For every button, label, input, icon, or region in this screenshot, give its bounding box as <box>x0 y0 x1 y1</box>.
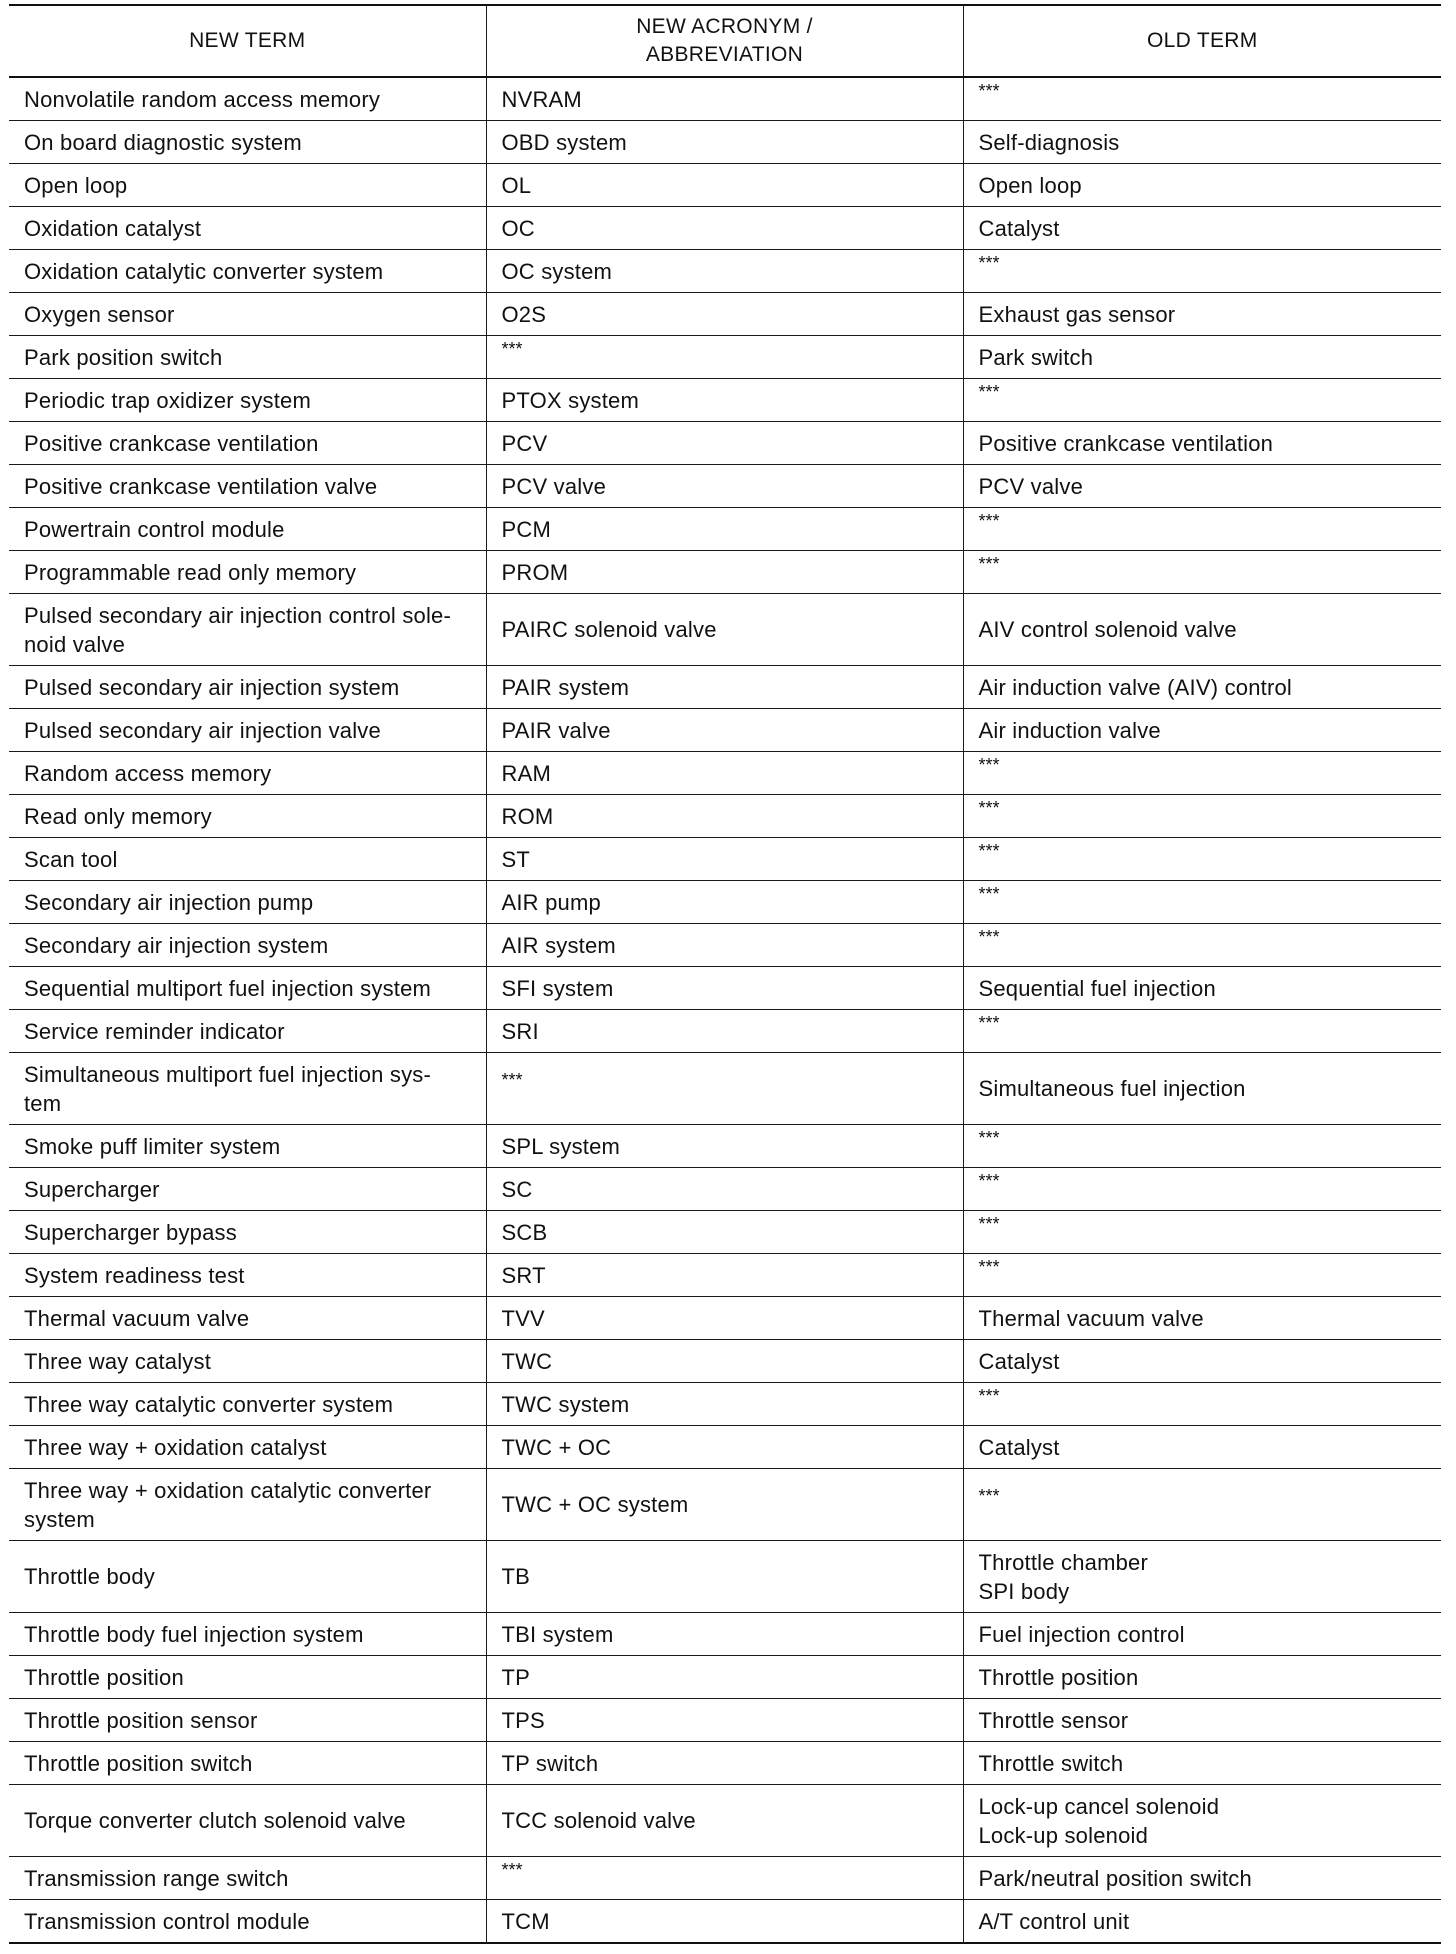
header-row <box>9 5 1441 77</box>
new-acronym-cell: SCB <box>486 1211 963 1254</box>
old-term-cell: AIV control solenoid valve <box>963 594 1441 666</box>
table-row <box>9 293 1441 336</box>
table-row <box>9 1383 1441 1426</box>
old-term-cell: Sequential fuel injection <box>963 967 1441 1010</box>
new-term-cell: Programmable read only memory <box>9 551 486 594</box>
not-applicable-mark: *** <box>978 80 1000 101</box>
new-acronym-cell: SFI system <box>486 967 963 1010</box>
table-row <box>9 752 1441 795</box>
new-acronym-cell: TWC + OC <box>486 1426 963 1469</box>
new-term-cell: Pulsed secondary air injection control sole- noid valve <box>9 594 486 666</box>
new-acronym-cell: PAIR valve <box>486 709 963 752</box>
old-term-cell: Throttle sensor <box>963 1699 1441 1742</box>
new-acronym-cell: OBD system <box>486 121 963 164</box>
new-acronym-cell: O2S <box>486 293 963 336</box>
new-acronym-cell: SC <box>486 1168 963 1211</box>
new-acronym-cell: PAIRC solenoid valve <box>486 594 963 666</box>
new-acronym-cell: AIR pump <box>486 881 963 924</box>
new-term-cell: Transmission range switch <box>9 1857 486 1900</box>
old-term-cell: Air induction valve <box>963 709 1441 752</box>
table-row <box>9 881 1441 924</box>
old-term-cell: Open loop <box>963 164 1441 207</box>
table-row <box>9 422 1441 465</box>
new-term-cell: Oxygen sensor <box>9 293 486 336</box>
not-applicable-mark: *** <box>978 883 1000 904</box>
table-row <box>9 164 1441 207</box>
table-row <box>9 1053 1441 1125</box>
table-row <box>9 838 1441 881</box>
old-term-cell <box>963 1125 1441 1168</box>
new-term-cell: Throttle body <box>9 1541 486 1613</box>
not-applicable-mark: *** <box>978 1385 1000 1406</box>
new-acronym-cell <box>486 1857 963 1900</box>
old-term-cell <box>963 77 1441 121</box>
new-term-cell: Three way + oxidation catalytic converter system <box>9 1469 486 1541</box>
not-applicable-mark: *** <box>501 1859 523 1880</box>
new-term-cell: Throttle position sensor <box>9 1699 486 1742</box>
new-term-cell: System readiness test <box>9 1254 486 1297</box>
old-term-cell <box>963 1010 1441 1053</box>
new-acronym-cell: OL <box>486 164 963 207</box>
old-term-cell <box>963 1211 1441 1254</box>
new-acronym-cell: OC system <box>486 250 963 293</box>
table-row <box>9 77 1441 121</box>
new-term-cell: Park position switch <box>9 336 486 379</box>
table-row <box>9 379 1441 422</box>
new-acronym-cell: PCV valve <box>486 465 963 508</box>
new-term-cell: Positive crankcase ventilation <box>9 422 486 465</box>
table-row <box>9 1297 1441 1340</box>
not-applicable-mark: *** <box>978 840 1000 861</box>
new-acronym-cell: AIR system <box>486 924 963 967</box>
old-term-cell: Catalyst <box>963 1340 1441 1383</box>
old-term-cell <box>963 752 1441 795</box>
not-applicable-mark: *** <box>978 1127 1000 1148</box>
new-acronym-cell: PTOX system <box>486 379 963 422</box>
new-term-cell: Transmission control module <box>9 1900 486 1944</box>
table-row <box>9 465 1441 508</box>
table-row <box>9 795 1441 838</box>
terminology-table <box>9 4 1441 1944</box>
old-term-cell <box>963 1383 1441 1426</box>
not-applicable-mark: *** <box>978 553 1000 574</box>
new-term-cell: Three way + oxidation catalyst <box>9 1426 486 1469</box>
table-row <box>9 967 1441 1010</box>
header-old-term: OLD TERM <box>963 5 1441 77</box>
old-term-cell: Catalyst <box>963 207 1441 250</box>
not-applicable-mark: *** <box>978 510 1000 531</box>
old-term-cell <box>963 881 1441 924</box>
new-term-cell: Open loop <box>9 164 486 207</box>
new-term-cell: Three way catalyst <box>9 1340 486 1383</box>
new-acronym-cell: SRT <box>486 1254 963 1297</box>
old-term-cell <box>963 838 1441 881</box>
new-acronym-cell: ST <box>486 838 963 881</box>
old-term-cell: Throttle switch <box>963 1742 1441 1785</box>
new-acronym-cell: TPS <box>486 1699 963 1742</box>
table-row <box>9 709 1441 752</box>
new-acronym-cell: PROM <box>486 551 963 594</box>
old-term-cell: Fuel injection control <box>963 1613 1441 1656</box>
old-term-cell: Catalyst <box>963 1426 1441 1469</box>
table-row <box>9 1469 1441 1541</box>
new-acronym-cell: TCM <box>486 1900 963 1944</box>
new-acronym-cell: TVV <box>486 1297 963 1340</box>
new-term-cell: Service reminder indicator <box>9 1010 486 1053</box>
old-term-cell <box>963 924 1441 967</box>
new-term-cell: Read only memory <box>9 795 486 838</box>
not-applicable-mark: *** <box>978 1256 1000 1277</box>
table-row <box>9 1340 1441 1383</box>
table-row <box>9 121 1441 164</box>
new-term-cell: Simultaneous multiport fuel injection sys- tem <box>9 1053 486 1125</box>
old-term-cell: Self-diagnosis <box>963 121 1441 164</box>
table-row <box>9 1426 1441 1469</box>
old-term-cell <box>963 1469 1441 1541</box>
old-term-cell: Air induction valve (AIV) control <box>963 666 1441 709</box>
table-row <box>9 1742 1441 1785</box>
new-acronym-cell: TB <box>486 1541 963 1613</box>
new-acronym-cell: PAIR system <box>486 666 963 709</box>
new-term-cell: Random access memory <box>9 752 486 795</box>
new-acronym-cell: RAM <box>486 752 963 795</box>
new-term-cell: Pulsed secondary air injection valve <box>9 709 486 752</box>
not-applicable-mark: *** <box>978 252 1000 273</box>
old-term-cell: Simultaneous fuel injection <box>963 1053 1441 1125</box>
old-term-cell: Exhaust gas sensor <box>963 293 1441 336</box>
old-term-cell: A/T control unit <box>963 1900 1441 1944</box>
table-row <box>9 1125 1441 1168</box>
old-term-cell <box>963 250 1441 293</box>
table-row <box>9 250 1441 293</box>
header-new-acronym: NEW ACRONYM / ABBREVIATION <box>486 5 963 77</box>
table-row <box>9 1857 1441 1900</box>
not-applicable-mark: *** <box>978 754 1000 775</box>
new-acronym-cell: SRI <box>486 1010 963 1053</box>
table-body <box>9 77 1441 1943</box>
old-term-cell <box>963 1254 1441 1297</box>
new-term-cell: Throttle position <box>9 1656 486 1699</box>
not-applicable-mark: *** <box>978 1012 1000 1033</box>
new-term-cell: Thermal vacuum valve <box>9 1297 486 1340</box>
new-term-cell: Secondary air injection pump <box>9 881 486 924</box>
not-applicable-mark: *** <box>978 797 1000 818</box>
new-acronym-cell: ROM <box>486 795 963 838</box>
table-row <box>9 1656 1441 1699</box>
new-term-cell: Throttle position switch <box>9 1742 486 1785</box>
table-row <box>9 1785 1441 1857</box>
new-term-cell: Smoke puff limiter system <box>9 1125 486 1168</box>
not-applicable-mark: *** <box>978 381 1000 402</box>
table-row <box>9 1211 1441 1254</box>
old-term-cell <box>963 508 1441 551</box>
new-term-cell: Nonvolatile random access memory <box>9 77 486 121</box>
new-acronym-cell: PCV <box>486 422 963 465</box>
new-acronym-cell <box>486 1053 963 1125</box>
not-applicable-mark: *** <box>978 1213 1000 1234</box>
table-row <box>9 551 1441 594</box>
new-acronym-cell: SPL system <box>486 1125 963 1168</box>
header-new-term: NEW TERM <box>9 5 486 77</box>
table-header <box>9 5 1441 77</box>
not-applicable-mark: *** <box>501 338 523 359</box>
new-acronym-cell: TBI system <box>486 1613 963 1656</box>
old-term-cell: Lock-up cancel solenoid Lock-up solenoid <box>963 1785 1441 1857</box>
new-acronym-cell: TCC solenoid valve <box>486 1785 963 1857</box>
old-term-cell <box>963 795 1441 838</box>
table-row <box>9 1699 1441 1742</box>
new-term-cell: Secondary air injection system <box>9 924 486 967</box>
old-term-cell <box>963 551 1441 594</box>
not-applicable-mark: *** <box>501 1070 523 1090</box>
not-applicable-mark: *** <box>978 926 1000 947</box>
new-acronym-cell: TP <box>486 1656 963 1699</box>
table-row <box>9 508 1441 551</box>
new-term-cell: Three way catalytic converter system <box>9 1383 486 1426</box>
new-term-cell: Periodic trap oxidizer system <box>9 379 486 422</box>
new-term-cell: Scan tool <box>9 838 486 881</box>
new-term-cell: Pulsed secondary air injection system <box>9 666 486 709</box>
table-row <box>9 1900 1441 1944</box>
table-row <box>9 924 1441 967</box>
table-row <box>9 1541 1441 1613</box>
old-term-cell <box>963 1168 1441 1211</box>
new-acronym-cell: TP switch <box>486 1742 963 1785</box>
old-term-cell <box>963 379 1441 422</box>
table-row <box>9 594 1441 666</box>
new-term-cell: Supercharger <box>9 1168 486 1211</box>
new-acronym-cell: TWC <box>486 1340 963 1383</box>
new-acronym-cell: PCM <box>486 508 963 551</box>
new-acronym-cell <box>486 336 963 379</box>
new-term-cell: Throttle body fuel injection system <box>9 1613 486 1656</box>
table-row <box>9 1613 1441 1656</box>
old-term-cell: Park switch <box>963 336 1441 379</box>
new-term-cell: Powertrain control module <box>9 508 486 551</box>
new-term-cell: Oxidation catalytic converter system <box>9 250 486 293</box>
table-row <box>9 336 1441 379</box>
old-term-cell: Throttle position <box>963 1656 1441 1699</box>
table-row <box>9 207 1441 250</box>
new-acronym-cell: TWC + OC system <box>486 1469 963 1541</box>
new-term-cell: Positive crankcase ventilation valve <box>9 465 486 508</box>
new-acronym-cell: NVRAM <box>486 77 963 121</box>
new-acronym-cell: TWC system <box>486 1383 963 1426</box>
old-term-cell: Positive crankcase ventilation <box>963 422 1441 465</box>
table-row <box>9 1254 1441 1297</box>
table-row <box>9 1168 1441 1211</box>
new-term-cell: Torque converter clutch solenoid valve <box>9 1785 486 1857</box>
old-term-cell: PCV valve <box>963 465 1441 508</box>
new-acronym-cell: OC <box>486 207 963 250</box>
not-applicable-mark: *** <box>978 1170 1000 1191</box>
new-term-cell: Oxidation catalyst <box>9 207 486 250</box>
new-term-cell: Sequential multiport fuel injection system <box>9 967 486 1010</box>
new-term-cell: Supercharger bypass <box>9 1211 486 1254</box>
new-term-cell: On board diagnostic system <box>9 121 486 164</box>
table-row <box>9 1010 1441 1053</box>
not-applicable-mark: *** <box>978 1486 1000 1506</box>
table-row <box>9 666 1441 709</box>
old-term-cell: Thermal vacuum valve <box>963 1297 1441 1340</box>
old-term-cell: Park/neutral position switch <box>963 1857 1441 1900</box>
old-term-cell: Throttle chamber SPI body <box>963 1541 1441 1613</box>
